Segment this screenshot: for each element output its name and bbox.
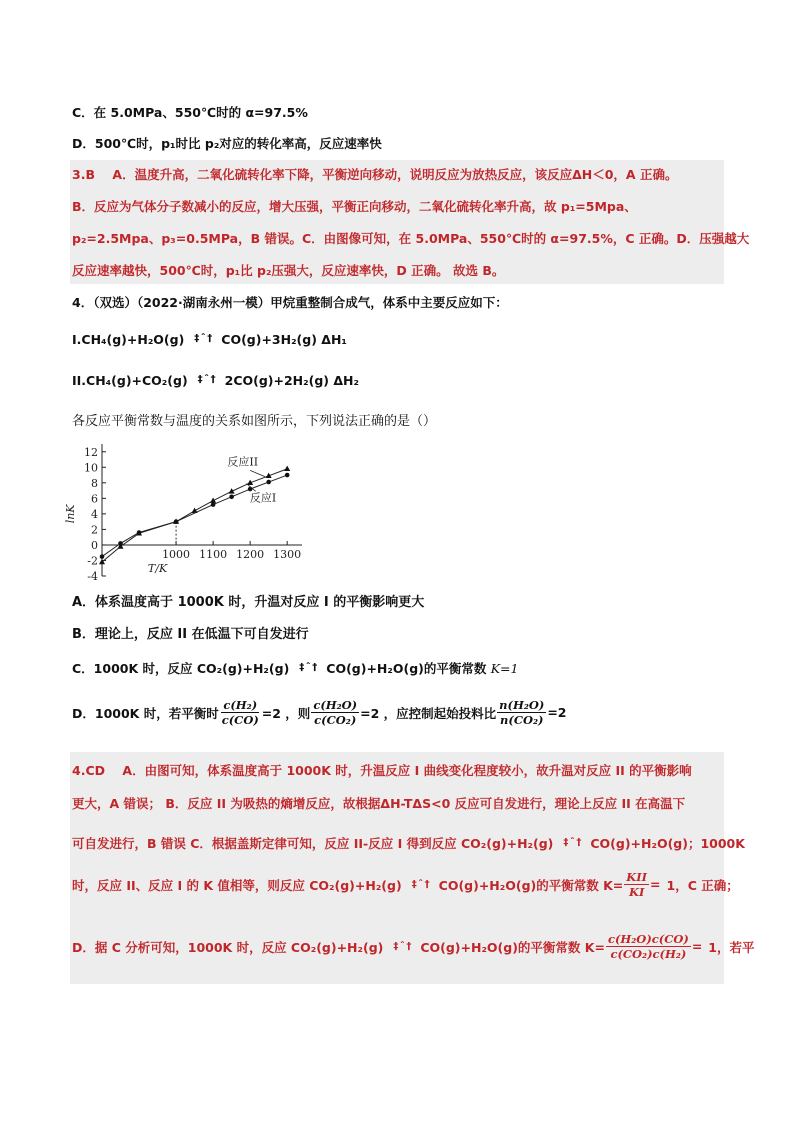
answer-3-line4: 反应速率越快，500℃时，p₁比 p₂压强大，反应速率快，D 正确。 故选 B。 xyxy=(72,263,505,278)
fraction-h2-co: $\frac{\text{c(H₂)}}{c(CO)}$ xyxy=(221,698,259,727)
y-tick-label: -4 xyxy=(87,570,98,583)
x-tick-label: 1200 xyxy=(236,547,265,561)
x-tick-label: 1000 xyxy=(162,547,191,561)
circle-point xyxy=(266,480,271,485)
circle-point xyxy=(211,502,216,507)
y-tick-label: 6 xyxy=(91,492,98,506)
q3-option-c: C．在 5.0MPa、550℃时的 α=97.5% xyxy=(72,105,308,120)
circle-point xyxy=(100,554,105,559)
series-label-reaction-ii: 反应II xyxy=(227,455,259,469)
answer-3-block xyxy=(70,160,750,284)
y-tick-label: -2 xyxy=(87,554,98,568)
circle-point xyxy=(229,495,234,500)
y-tick-label: 0 xyxy=(91,538,98,552)
y-tick-label: 4 xyxy=(91,507,98,521)
equilibrium-arrow-icon: ‡ ˆ † xyxy=(563,837,581,848)
answer-4-line3: 可自发进行，B 错误 C．根据盖斯定律可知，反应 II-反应 I 得到反应 CO₂(g)+H₂(g) ‡ ˆ † CO(g)+H₂O(g)；1000K xyxy=(72,836,745,851)
circle-point xyxy=(118,541,123,546)
y-tick-label: 2 xyxy=(91,523,98,537)
reaction-1-reactants: I.CH₄(g)+H₂O(g) xyxy=(72,332,185,347)
reaction-1-products: CO(g)+3H₂(g) ΔH₁ xyxy=(221,332,347,347)
fraction-h2o-co2: $\frac{\text{c(H₂O)}}{\text{c(CO₂)}}$ xyxy=(313,698,358,727)
q4-question: 各反应平衡常数与温度的关系如图所示，下列说法正确的是（） xyxy=(72,414,437,429)
reaction-2-products: 2CO(g)+2H₂(g) ΔH₂ xyxy=(224,373,359,388)
x-axis-label: T/K xyxy=(147,561,168,575)
fraction-equilibrium-constant: $\frac{\text{c(H₂O)c(CO)}}{\text{c(CO₂)c(H₂)}}$ xyxy=(607,932,689,961)
y-tick-label: 12 xyxy=(84,445,98,459)
answer-4-line1: A．由图可知，体系温度高于 1000K 时，升温反应 I 曲线变化程度较小，故升温对反应 II 的平衡影响 xyxy=(122,763,692,778)
q4-reaction-1 xyxy=(72,332,347,347)
answer-4-block xyxy=(70,752,755,984)
equilibrium-arrow-icon: ‡ ˆ † xyxy=(411,879,429,890)
fraction-feed-ratio: $\frac{\text{n(H₂O)}}{\text{n(CO₂)}}$ xyxy=(499,698,545,727)
answer-4-line5: D．据 C 分析可知，1000K 时，反应 CO₂(g)+H₂(g) ‡ ˆ † CO(g)+H₂O(g)的平衡常数 K= $\frac{\text{c(H₂O)c(CO)}}{\text{c(CO₂)c(H₂)}}$ = 1，若平 xyxy=(72,932,755,961)
x-tick-label: 1300 xyxy=(273,547,302,561)
answer-4-number: 4.CD xyxy=(72,763,105,778)
circle-point xyxy=(285,473,290,478)
equilibrium-arrow-icon: ‡ ˆ † xyxy=(393,941,411,952)
y-tick-label: 10 xyxy=(84,461,98,475)
answer-3-line3: p₂=2.5Mpa、p₃=0.5MPa，B 错误。C．由图像可知，在 5.0MPa、550℃时的 α=97.5%，C 正确。D．压强越大 xyxy=(72,231,750,246)
reaction-2-reactants: II.CH₄(g)+CO₂(g) xyxy=(72,373,188,388)
equilibrium-arrow-icon: ‡ ˆ † xyxy=(194,333,212,344)
series-label-reaction-i: 反应I xyxy=(249,491,277,505)
equilibrium-constant: K=1 xyxy=(490,661,519,676)
answer-4-line2: 更大，A 错误； B．反应 II 为吸热的熵增反应，故根据ΔH-TΔS<0 反应可自发进行，理论上反应 II 在高温下 xyxy=(72,796,686,811)
fraction-k2-k1: $\frac{\text{KII}}{KI}$ xyxy=(626,870,648,899)
triangle-point xyxy=(284,466,290,471)
circle-point xyxy=(174,519,179,524)
q4-option-c: C．1000K 时，反应 CO₂(g)+H₂(g) ‡ ˆ † CO(g)+H₂O(g)的平衡常数 K=1 xyxy=(72,661,519,676)
q4-option-b: B．理论上，反应 II 在低温下可自发进行 xyxy=(72,627,309,642)
answer-3-number: 3.B xyxy=(72,167,95,182)
answer-3-line1: A．温度升高，二氧化硫转化率下降，平衡逆向移动，说明反应为放热反应，该反应ΔH＜0，A 正确。 xyxy=(112,167,678,182)
q3-option-d: D．500℃时，p₁时比 p₂对应的转化率高，反应速率快 xyxy=(72,136,382,151)
q4-stem: 4．（双选）（2022·湖南永州一模）甲烷重整制合成气，体系中主要反应如下： xyxy=(72,295,508,310)
answer-4-line4: 时，反应 II、反应 I 的 K 值相等，则反应 CO₂(g)+H₂(g) ‡ ˆ † CO(g)+H₂O(g)的平衡常数 K= $\frac{\text{KII}}{KI}$ = 1，C 正确； xyxy=(72,870,739,899)
q4-option-a: A．体系温度高于 1000K 时，升温对反应 I 的平衡影响更大 xyxy=(72,595,425,610)
y-tick-label: 8 xyxy=(91,476,98,490)
q4-reaction-2 xyxy=(72,373,359,388)
circle-point xyxy=(137,530,142,535)
q4-option-d: D．1000K 时，若平衡时 $\frac{\text{c(H₂)}}{c(CO)}$ =2 ，则 $\frac{\text{c(H₂O)}}{\text{c(CO₂)}}$ =2 ，应控制起始投料比 $\frac{\text{n(H₂O)}}{\text{n(CO₂)}}$ =2 xyxy=(72,698,567,727)
label-leader-ii xyxy=(250,470,265,476)
equilibrium-arrow-icon: ‡ ˆ † xyxy=(299,662,317,673)
y-axis-label: lnK xyxy=(64,504,77,524)
equilibrium-arrow-icon: ‡ ˆ † xyxy=(197,374,215,385)
series-line-2 xyxy=(102,475,287,557)
x-tick-label: 1100 xyxy=(199,547,228,561)
answer-3-line2: B．反应为气体分子数减小的反应，增大压强，平衡正向移动，二氧化硫转化率升高，故 p₁=5Mpa、 xyxy=(72,199,637,214)
lnk-vs-temperature-chart xyxy=(64,436,314,584)
